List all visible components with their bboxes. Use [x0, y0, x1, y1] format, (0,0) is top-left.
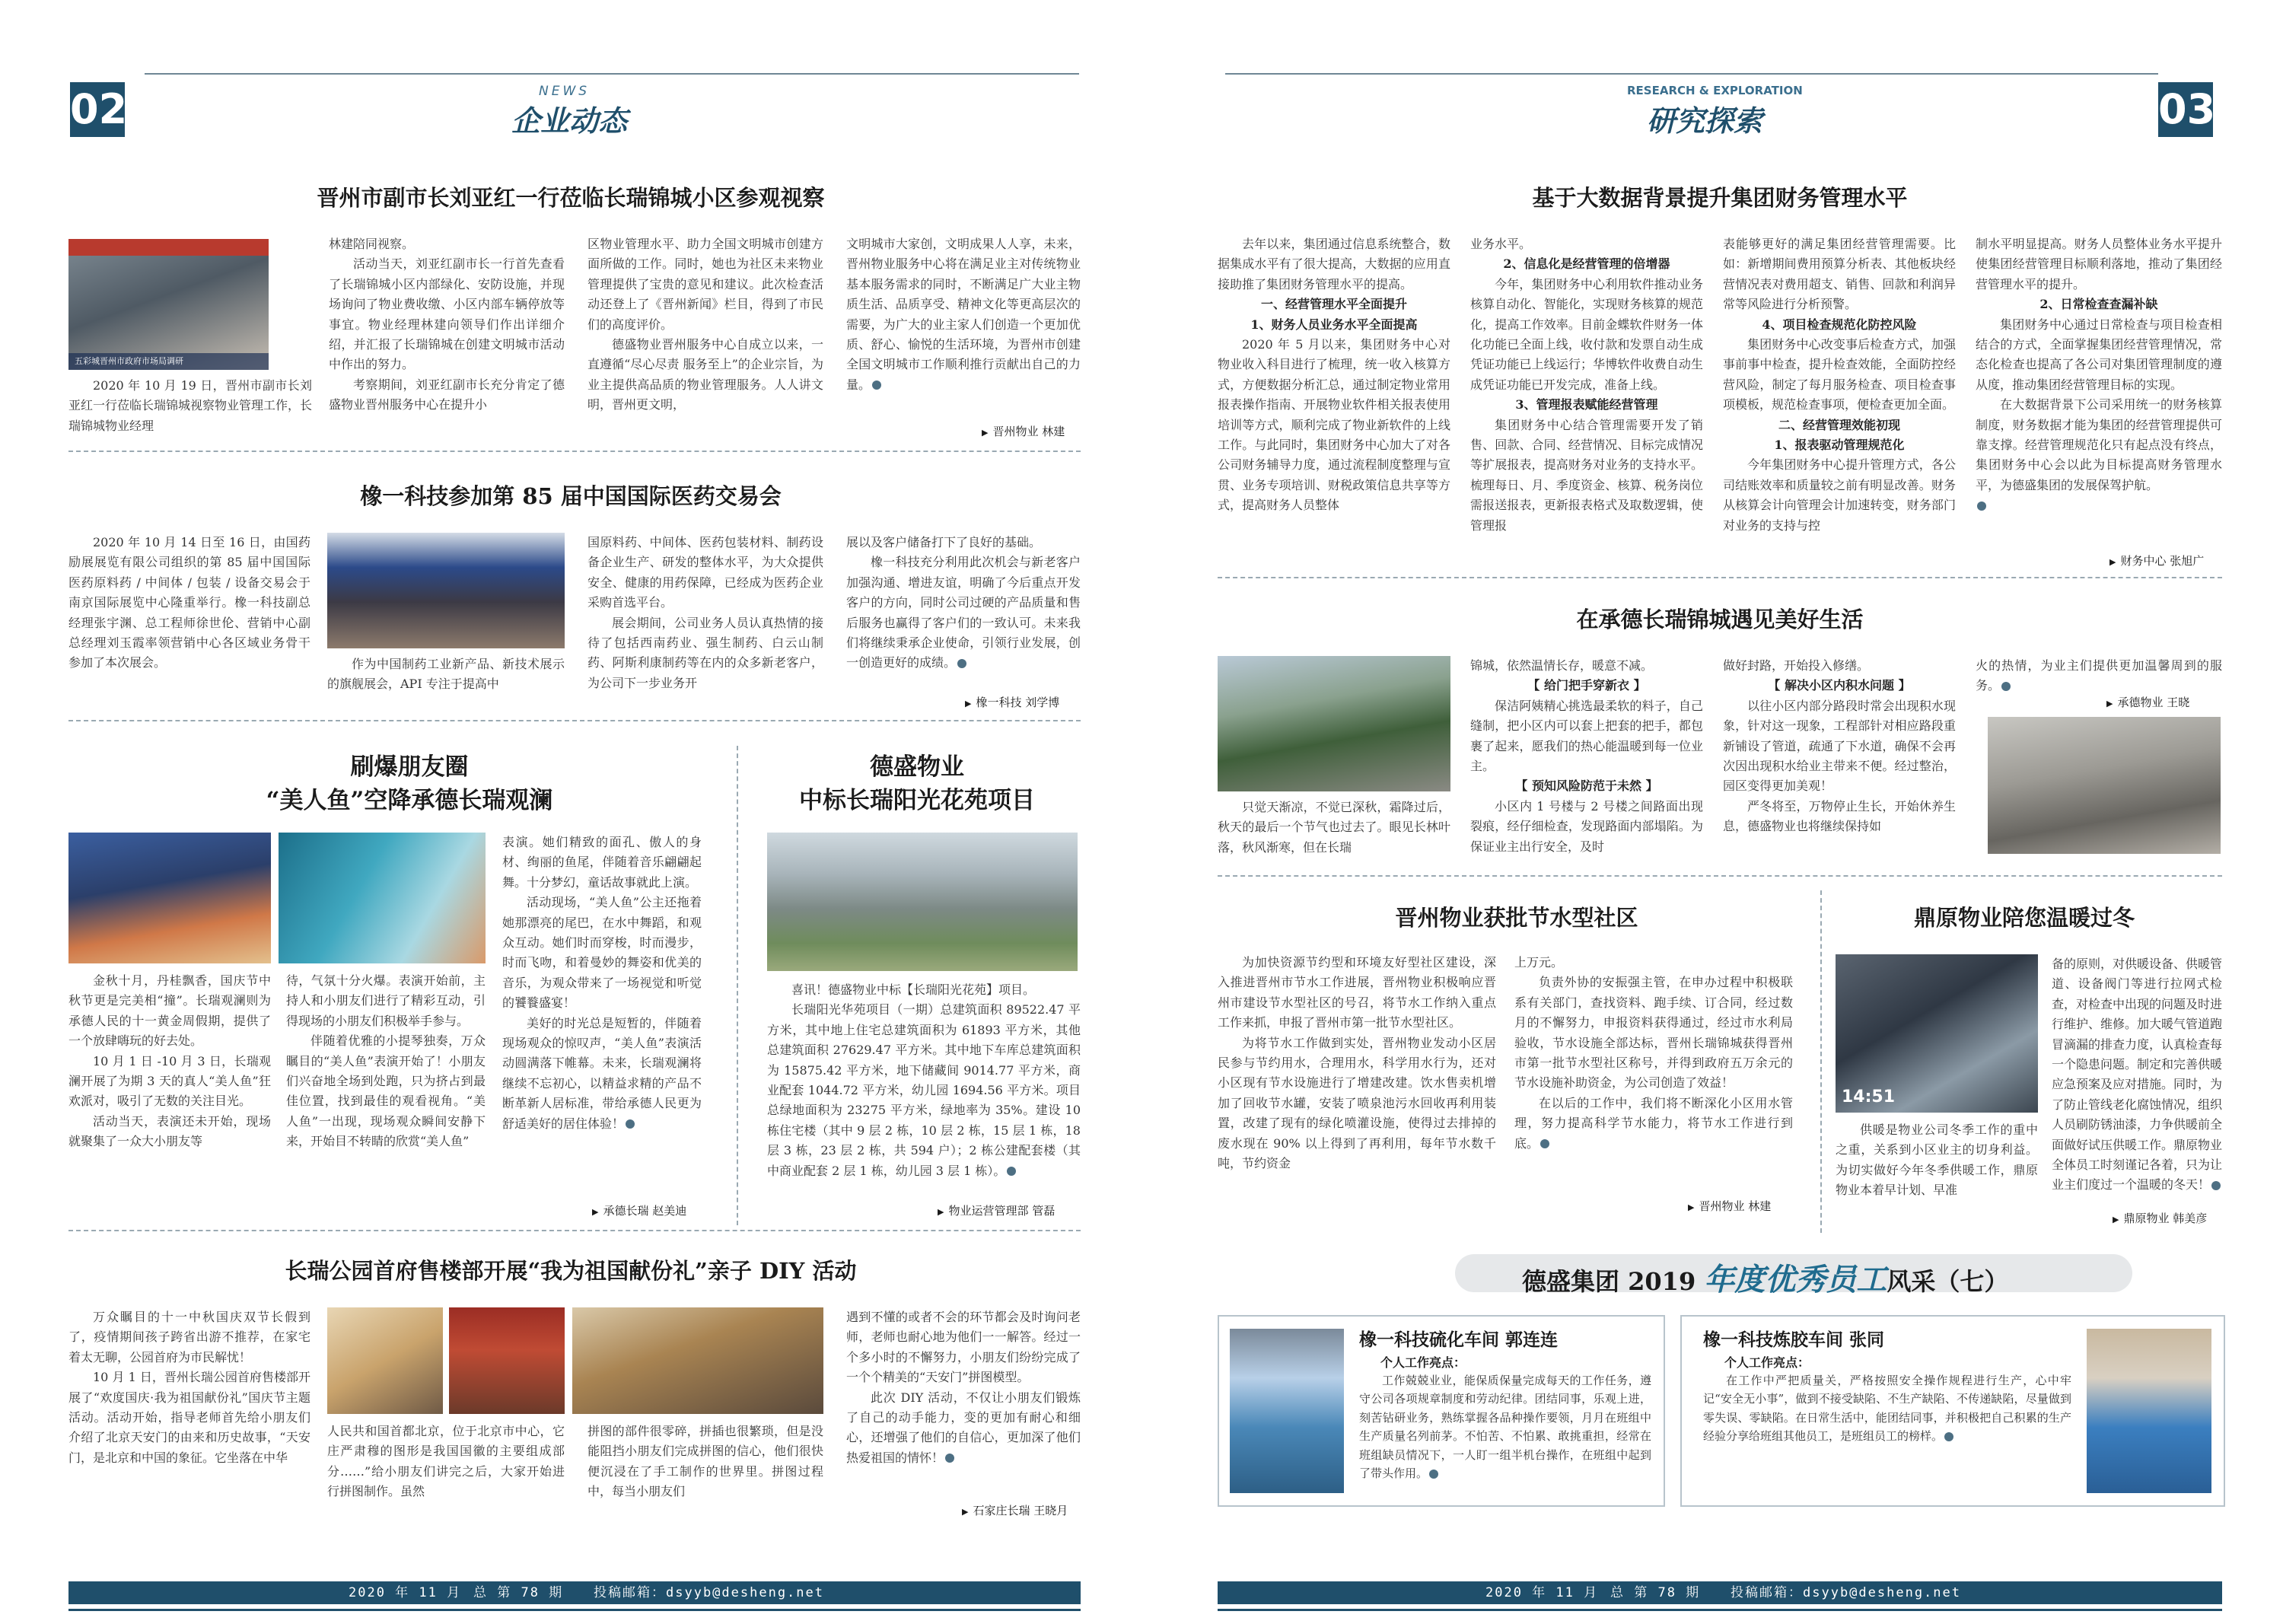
paragraph [846, 234, 1081, 395]
page-03 [1142, 0, 2283, 1624]
award-title [1522, 1256, 2008, 1299]
byline [2109, 552, 2204, 568]
article-column [587, 533, 823, 708]
paragraph: 表能够更好的满足集团经营管理需要。比如：新增期间费用预算分析表、其他板块经营情况表对费用超支、销售、回款和利润异常等风险进行分析预警。 [1723, 237, 1956, 312]
footer-issue: 总 第 78 期 [473, 1585, 564, 1600]
article-column [1976, 656, 2222, 696]
paragraph: 展会期间，公司业务人员认真热情的接待了包括西南药业、强生制药、白云山制药、阿斯利康制药等在内的众多新老客户，为公司下一步业务开 [587, 615, 823, 690]
employee-name: 橡一科技炼胶车间 张同 [1703, 1330, 1885, 1350]
award-prefix: 德盛集团 2019 [1522, 1267, 1696, 1296]
article-photo [1218, 656, 1450, 791]
byline-text: 石家庄长瑞 王晓月 [973, 1504, 1068, 1517]
paragraph-text: 火的热情，为业主们提供更加温馨周到的服务。 [1976, 658, 2222, 693]
paragraph: 制水平明显提高。财务人员整体业务水平提升使集团经营管理目标顺利落地，推动了集团经营管理水平的提升。 [1976, 237, 2222, 291]
paragraph: 2020 年 5 月以来，集团财务中心对物业收入科目进行了梳理，统一收入核算方式，方便数据分析汇总，通过制定物业常用报表操作指南、开展物业软件相关报表使用培训等方式，顺利完成了物业新软件的上线工作。与此同时，集团财务中心加大了对各公司财务辅导力度，通过流程制度整理与宣贯、业务专项培训、财税政策信息共享等方式，提高财务人员整体 [1218, 337, 1450, 513]
footer-bar [1218, 1581, 2222, 1604]
paragraph: 人民共和国首都北京，位于北京市中心，它庄严肃穆的图形是我国国徽的主要组成部分……”给小朋友们讲完之后，大家开始进行拼图制作。虽然 [327, 1424, 565, 1499]
article-column [329, 234, 565, 440]
article-column [846, 533, 1081, 689]
article-column [1836, 1120, 2038, 1212]
highlight-label: 个人工作亮点： [1724, 1355, 1810, 1370]
article-column [1470, 234, 1703, 569]
paragraph: 万众瞩目的十一中秋国庆双节长假到了，疫情期间孩子跨省出游不推荐，在家宅着太无聊，公园首府为市民解忧！ [68, 1310, 310, 1364]
paragraph: 金秋十月，丹桂飘香，国庆节中秋节更是完美相“撞”。长瑞观澜则为承德人民的十一黄金周假期，提供了一个放肆嗨玩的好去处。 [68, 973, 271, 1049]
photo-caption-overlay: 五彩城晋州市政府市场局调研 [68, 353, 269, 370]
paragraph: 10 月 1 日 -10 月 3 日，长瑞观澜开展了为期 3 天的真人“美人鱼”狂欢派对，吸引了无数的关注目光。 [68, 1053, 271, 1109]
divider [1218, 875, 2222, 877]
footer-issue: 总 第 78 期 [1610, 1585, 1701, 1600]
photo-banner [68, 239, 269, 256]
paragraph: 保洁阿姨精心挑选最柔软的料子，自己缝制，把小区内可以套上把套的把手，都包裹了起来，愿我们的热心能温暖到每一位业主。 [1470, 698, 1703, 774]
paragraph-text: 供暖是物业公司冬季工作的重中之重，关系到小区业主的切身利益。为切实做好今年冬季供暖工作，鼎原物业本着早计划、早准 [1836, 1122, 2038, 1198]
subheading: 1、财务人员业务水平全面提高 [1250, 317, 1418, 332]
article-column [1218, 234, 1450, 569]
byline-text: 物业运营管理部 管磊 [948, 1204, 1056, 1218]
subheading: 4、项目检查规范化防控风险 [1762, 317, 1917, 332]
page-number: 03 [2158, 82, 2213, 137]
article-photo [279, 833, 486, 963]
footer-rule [68, 1609, 1081, 1611]
paragraph [1703, 1371, 2071, 1446]
article-column [1470, 656, 1703, 861]
triangle-icon: ▶ [982, 428, 989, 438]
article-title: 橡一科技参加第 85 届中国国际医药交易会 [360, 483, 782, 509]
paragraph: 喜讯！德盛物业中标【长瑞阳光花苑】项目。 [791, 982, 1036, 997]
paragraph-text: 备的原则，对供暖设备、供暖管道、设备阀门等进行拉网式检查，对检查中出现的问题及时进行维护、维修。加大暖气管道跑冒滴漏的排查力度，认真检查每一个隐患问题。制定和完善供暖应急预案及应对措施。同时，为了防止管线老化腐蚀情况，组织人员刷防锈油漆，力争供暖前全面做好试压供暖工作。鼎原物业全体员工时刻谨记各着，只为让业主们度过一个温暖的冬天！ [2052, 957, 2222, 1193]
article-photo [767, 833, 1078, 971]
byline-text: 财务中心 张旭广 [2120, 554, 2205, 568]
paragraph-text: 在工作中严把质量关，严格按照安全操作规程进行生产，心中牢记“安全无小事”，做到不接受缺陷、不生产缺陷、不传递缺陷，尽量做到零失误、零缺陷。在日常生活中，能团结同事，并积极把自己积累的生产经验分享给班组其他员工，是班组员工的榜样。 [1703, 1374, 2071, 1444]
subheading: 2、信息化是经营管理的倍增器 [1503, 256, 1670, 272]
paragraph-text: 文明城市大家创，文明成果人人享，未来，晋州物业服务中心将在满足业主对传统物业基本服务需求的同时，不断满足广大业主物质生活、品质享受、精神文化等更高层次的需要，为广大的业主家人们创造一个更加优质、舒心、愉悦的生活环境，为晋州市创建全国文明城市工作顺利推行贡献出自己的力量。 [846, 237, 1081, 392]
end-mark-icon [2001, 682, 2011, 691]
subheading: 【 解决小区内积水问题 】 [1768, 678, 1911, 693]
photo-timestamp: 14:51 [1842, 1087, 1896, 1107]
byline [1688, 1198, 1771, 1214]
paragraph: 为将节水工作做到实处，晋州物业发动小区居民参与节约用水，合理用水，科学用水行为，还对小区现有节水设施进行了增建改建。饮水售卖机增加了回收节水罐，安装了喷泉池污水回收再利用装置，改建了现有的绿化喷灌设施，使得过去排掉的废水现在 90% 以上得到了再利用，每年节水数千吨，节约资金 [1218, 1035, 1496, 1171]
paragraph: 业务水平。 [1470, 237, 1532, 251]
photo-adjacent-text: 作为中国制药工业新产品、新技术展示的旗舰展会，API 专注于提高中 [327, 657, 565, 692]
paragraph: 活动现场，“美人鱼”公主还拖着她那漂亮的尾巴，在水中舞蹈，和观众互动。她们时而穿梭，时而漫步，时而飞吻，和着曼妙的舞姿和优美的音乐，为观众带来了一场视觉和听觉的饕餮盛宴！ [502, 895, 702, 1011]
article-column [68, 1307, 310, 1521]
end-mark-icon [1944, 1432, 1953, 1441]
column-divider [737, 746, 738, 1225]
article-title: 长瑞公园首府售楼部开展“我为祖国献份礼”亲子 DIY 活动 [285, 1258, 857, 1284]
paragraph: 集团财务中心结合管理需要开发了销售、回款、合同、经营情况、目标完成情况等扩展报表，提高财务对业务的支持水平。梳理每日、月、季度资金、核算、税务岗位需报送报表，更新报表格式及取数逻辑，使管理报 [1470, 417, 1703, 533]
triangle-icon: ▶ [965, 699, 972, 709]
article-column [587, 1422, 823, 1521]
end-mark-icon [957, 659, 966, 668]
paragraph: 严冬将至，万物停止生长，开始休养生息，德盛物业也将继续保持如 [1723, 798, 1956, 834]
paragraph-text: 在以后的工作中，我们将不断深化小区用水管理，努力提高科学节水能力，将节水工作进行到底。 [1514, 1095, 1793, 1151]
paragraph: 德盛物业晋州服务中心自成立以来，一直遵循“尽心尽责 服务至上”的企业宗旨，为业主提供高品质的物业管理服务。人人讲文明，晋州更文明， [587, 337, 823, 412]
paragraph-text: 长瑞阳光华苑项目（一期）总建筑面积 89522.47 平方米，其中地上住宅总建筑面积为 61893 平方米，其他总建筑面积 27629.47 平方米。其中地下车库总建筑面积为 15875.42 平方米，地下储藏间 9014.77 平方米，商业配套 1044.72 平方米，幼儿园 1694.56 平方米。项目总绿地面积为 23275 平方米，绿地率为 35%。建设 10 栋住宅楼（其中 9 层 2 栋，10 层 2 栋，15 层 1 栋，18 层 3 栋，23 层 2 栋，共 594 户）；2 栋公建配套楼（其中商业配套 2 层 1 栋，幼儿园 3 层 1 栋）。 [767, 1002, 1081, 1178]
byline-text: 鼎原物业 韩美彦 [2123, 1212, 2208, 1225]
paragraph: 集团财务中心改变事后检查方式，加强事前事中检查，提升检查效能，全面防控经营风险，制定了每月服务检查、项目检查事项模板，规范检查事项，便检查更加全面。 [1723, 337, 1956, 412]
article-title: 德盛物业 [870, 753, 964, 781]
paragraph: 国原料药、中间体、医药包装材料、制药设备企业生产、研发的整体水平，为大众提供安全、健康的用药保障，已经成为医药企业采购首选平台。 [587, 535, 823, 610]
subheading: 二、经营管理效能初现 [1778, 417, 1900, 432]
byline-text: 橡一科技 刘学博 [976, 696, 1060, 709]
paragraph: 区物业管理水平、助力全国文明城市创建方面所做的工作。同时，她也为社区未来物业管理提供了宝贵的意见和建议。此次检查活动还登上了《晋州新闻》栏目，得到了市民们的高度评价。 [587, 237, 823, 332]
section-title: 研究探索 [1647, 104, 1763, 138]
divider [68, 720, 1081, 721]
article-photo [327, 533, 565, 648]
byline-text: 晋州物业 林建 [992, 425, 1065, 438]
article-column [68, 971, 271, 1215]
article-column [846, 234, 1081, 422]
header-rule [145, 73, 1079, 75]
article-column [1723, 234, 1956, 569]
paragraph: 做好封路，开始投入修缮。 [1723, 658, 1870, 673]
employee-photo [2087, 1329, 2211, 1493]
footer-date: 2020 年 11 月 [1485, 1585, 1599, 1600]
paragraph [2052, 954, 2222, 1196]
paragraph: 遇到不懂的或者不会的环节都会及时询问老师，老师也耐心地为他们一一解答。经过一个多小时的不懈努力，小朋友们纷纷完成了一个个精美的“天安门”拼图模型。 [846, 1310, 1081, 1385]
paragraph: 伴随着优雅的小提琴独奏，万众瞩目的“美人鱼”表演开始了！小朋友们兴奋地全场到处跑，只为挤占到最佳位置，找到最佳的观看视角。“美人鱼”一出现，现场观众瞬间安静下来，开始目不转睛的欣赏“美人鱼” [286, 1033, 486, 1149]
byline [2106, 694, 2189, 710]
article-column [502, 833, 702, 1204]
triangle-icon: ▶ [2109, 557, 2116, 567]
employee-name: 橡一科技硫化车间 郭连连 [1359, 1330, 1559, 1350]
triangle-icon: ▶ [938, 1207, 944, 1217]
paragraph-text: 美好的时光总是短暂的，伴随着现场观众的惊叹声，“美人鱼”表演活动圆满落下帷幕。未来，长瑞观澜将继续不忘初心，以精益求精的产品不断革新人居标准，带给承德人民更为舒适美好的居住体验！ [502, 1015, 702, 1131]
article-column [1218, 953, 1496, 1219]
byline [982, 423, 1065, 439]
article-title: 在承德长瑞锦城遇见美好生活 [1576, 607, 1864, 632]
article-subtitle: “美人鱼”空降承德长瑞观澜 [266, 787, 553, 814]
section-en: NEWS [539, 84, 591, 99]
article-column [68, 533, 310, 708]
article-photo [68, 239, 269, 370]
paragraph: 林建陪同视察。 [329, 237, 415, 251]
article-column [286, 971, 486, 1215]
article-column [587, 234, 823, 440]
triangle-icon: ▶ [962, 1507, 969, 1517]
paragraph: 活动当天，刘亚红副市长一行首先查看了长瑞锦城小区内部绿化、安防设施，并现场询问了物业费收缴、小区内部车辆停放等事宜。物业经理林建向领导们作出详细介绍，并汇报了长瑞锦城在创建文明城市活动中作出的努力。 [329, 256, 565, 372]
byline-text: 承德长瑞 赵美迪 [603, 1204, 687, 1218]
article-photo [327, 1307, 443, 1414]
card-text [1703, 1371, 2071, 1498]
end-mark-icon [626, 1119, 635, 1129]
paragraph: 待，气氛十分火爆。表演开始前，主持人和小朋友们进行了精彩互动，引得现场的小朋友们积极举手参与。 [286, 973, 486, 1028]
paragraph: 只觉天渐凉，不觉已深秋，霜降过后，秋天的最后一个节气也过去了。眼见长林叶落，秋风渐寒，但在长瑞 [1218, 800, 1450, 855]
highlight-label: 个人工作亮点： [1380, 1355, 1466, 1370]
subheading: 【 预知风险防范于未然 】 [1515, 779, 1658, 794]
byline [962, 1502, 1068, 1518]
byline [2113, 1210, 2207, 1226]
triangle-icon: ▶ [2113, 1215, 2119, 1224]
paragraph: 展以及客户储备打下了良好的基础。 [846, 535, 1042, 549]
end-mark-icon [1429, 1470, 1438, 1479]
subheading: 3、管理报表赋能经营管理 [1515, 397, 1658, 412]
subheading: 1、报表驱动管理规范化 [1774, 438, 1905, 453]
article-photo [572, 1307, 823, 1414]
article-title: 刷爆朋友圈 [350, 753, 469, 781]
article-title: 鼎原物业陪您温暖过冬 [1913, 905, 2135, 931]
subheading: 【 给门把手穿新衣 】 [1527, 678, 1646, 693]
article-photo [1836, 954, 2038, 1113]
article-photo [449, 1307, 565, 1414]
subheading: 2、日常检查查漏补缺 [2039, 297, 2158, 312]
byline [938, 1202, 1055, 1218]
footer-email: 投稿邮箱：dsyyb@desheng.net [594, 1585, 824, 1600]
article-title: 基于大数据背景提升集团财务管理水平 [1532, 185, 1908, 211]
paragraph-text: 此次 DIY 活动，不仅让小朋友们锻炼了自己的动手能力，变的更加有耐心和细心，还增强了他们的自信心，更加深了他们热爱祖国的情怀！ [846, 1390, 1081, 1465]
end-mark-icon [2211, 1181, 2221, 1190]
article-title: 晋州物业获批节水型社区 [1395, 905, 1638, 931]
paragraph: 负责外协的安振强主管，在申办过程中积极联系有关部门，查找资料、跑手续、订合同，经过数月的不懈努力，申报资料获得通过，经过市水利局验收，节水设施全部达标，晋州长瑞锦城获得晋州市第一批节水型社区称号，并得到政府五万余元的节水设施补助资金，为公司创造了效益！ [1514, 975, 1793, 1091]
byline [965, 694, 1059, 710]
paragraph: 在大数据背景下公司采用统一的财务核算制度，财务数据才能为集团的经营管理提供可靠支撑。经营管理规范化只有起点没有终点，集团财务中心会以此为目标提高财务管理水平，为德盛集团的发展保驾护航。 [1976, 397, 2222, 492]
triangle-icon: ▶ [1688, 1202, 1695, 1212]
paragraph [1359, 1371, 1651, 1482]
paragraph: 10 月 1 日，晋州长瑞公园首府售楼部开展了“欢度国庆·我为祖国献份礼”国庆节主题活动。活动开始，指导老师首先给小朋友们介绍了北京天安门的由来和历史故事，“天安门，是北京和中国的象征。它坐落在中华 [68, 1370, 310, 1465]
footer-bar [68, 1581, 1081, 1604]
header-rule [1225, 73, 2158, 75]
paragraph-text: 橡一科技充分利用此次机会与新老客户加强沟通、增进友谊，明确了今后重点开发客户的方向，同时公司过硬的产品质量和售后服务也赢得了客户们的一致认可。未来我们将继续秉承企业使命，引领行业发展，创一创造更好的成绩。 [846, 555, 1081, 670]
award-suffix: 风采（七） [1887, 1267, 2009, 1296]
employee-photo [1230, 1329, 1344, 1493]
paragraph: 去年以来，集团通过信息系统整合，数据集成水平有了很大提高，大数据的应用直接助推了集团财务管理水平的提高。 [1218, 237, 1450, 291]
paragraph [846, 1388, 1081, 1469]
byline-text: 承德物业 王晓 [2117, 696, 2190, 709]
article-column [2052, 954, 2222, 1208]
paragraph: 今年，集团财务中心利用软件推动业务核算自动化、智能化，实现财务核算的规范化，提高工作效率。目前金蝶软件财务一体化功能已全面上线，收付款和发票自动生成凭证功能已上线运行；华博软件收费自动生成凭证功能已开发完成，准备上线。 [1470, 276, 1703, 392]
employee-card [1680, 1315, 2225, 1507]
paragraph [1514, 1094, 1793, 1154]
end-mark-icon [1007, 1167, 1016, 1176]
paragraph: 上万元。 [1514, 955, 1564, 970]
footer-rule [1218, 1609, 2222, 1611]
paragraph: 锦城，依然温情长存，暖意不减。 [1470, 658, 1654, 673]
article-column [1514, 953, 1793, 1181]
article-subtitle: 中标长瑞阳光花苑项目 [799, 787, 1035, 814]
article-column [327, 1422, 565, 1521]
section-title: 企业动态 [511, 104, 628, 138]
column-divider [1820, 890, 1822, 1233]
byline [592, 1202, 686, 1218]
paragraph [502, 1014, 702, 1134]
paragraph: 考察期间，刘亚红副市长充分肯定了德盛物业晋州服务中心在提升小 [329, 377, 565, 412]
paragraph [767, 1000, 1081, 1181]
section-en: RESEARCH & EXPLORATION [1627, 84, 1803, 97]
article-column [1723, 656, 1956, 861]
article-title: 晋州市副市长刘亚红一行莅临长瑞锦城小区参观视察 [317, 185, 825, 211]
article-column [1218, 798, 1450, 861]
triangle-icon: ▶ [2106, 699, 2113, 709]
footer-email: 投稿邮箱：dsyyb@desheng.net [1731, 1585, 1961, 1600]
article-column [1976, 234, 2222, 554]
triangle-icon: ▶ [592, 1207, 599, 1217]
divider [68, 1230, 1081, 1231]
end-mark-icon [872, 381, 881, 390]
subheading: 一、经营管理水平全面提升 [1260, 297, 1407, 312]
article-column [846, 1307, 1081, 1498]
caption-text: 2020 年 10 月 19 日，晋州市副市长刘亚红一行莅临长瑞锦城视察物业管理工作，长瑞锦城物业经理 [68, 378, 312, 433]
end-mark-icon [1540, 1139, 1549, 1148]
paragraph: 活动当天，表演还未开始，现场就聚集了一众大小朋友等 [68, 1113, 271, 1149]
footer-date: 2020 年 11 月 [349, 1585, 462, 1600]
end-mark-icon [1977, 502, 1986, 511]
byline-text: 晋州物业 林建 [1699, 1199, 1772, 1213]
article-column [767, 980, 1081, 1196]
card-text [1359, 1371, 1651, 1498]
page-number: 02 [70, 82, 125, 137]
paragraph-text: 工作兢兢业业，能保质保量完成每天的工作任务，遵守公司各项规章制度和劳动纪律。团结同事，乐观上进，刻苦钻研业务，熟练掌握各品种操作要领，月月在班组中生产质量名列前茅。不怕苦、不怕累、敢挑重担，经常在班组缺员情况下，一人盯一组半机台操作，在班组中起到了带头作用。 [1359, 1374, 1651, 1481]
paragraph: 集团财务中心通过日常检查与项目检查相结合的方式，全面掌握集团经营管理情况，常态化检查也提高了各公司对集团管理制度的遵从度，推动集团经营管理目标的实现。 [1976, 317, 2222, 392]
paragraph: 以往小区内部分路段时常会出现积水现象，针对这一现象，工程部针对相应路段重新铺设了管道，疏通了下水道，确保不会再次因出现积水给业主带来不便。经过整治，园区变得更加美观！ [1723, 698, 1956, 794]
paragraph [1836, 1120, 2038, 1201]
divider [1218, 577, 2222, 578]
paragraph [1976, 656, 2222, 696]
paragraph: 表演。她们精致的面孔、傲人的身材、绚丽的鱼尾，伴随着音乐翩翩起舞。十分梦幻，童话故事就此上演。 [502, 835, 702, 890]
divider [68, 451, 1081, 452]
paragraph: 2020 年 10 月 14 日至 16 日，由国药励展展览有限公司组织的第 85 届中国国际医药原料药 / 中间体 / 包装 / 设备交易会于南京国际展览中心隆重举行。橡一科技副总经理张宇渊、总工程师徐世伦、营销中心副总经理刘玉霞率领营销中心各区域业务骨干参加了本次展会。 [68, 535, 310, 670]
paragraph: 为加快资源节约型和环境友好型社区建设，深入推进晋州市节水工作进展，晋州物业积极响应晋州市建设节水型社区的号召，将节水工作纳入重点工作来抓，申报了晋州市第一批节水型社区。 [1218, 955, 1496, 1030]
end-mark-icon [945, 1454, 954, 1463]
paragraph [846, 552, 1081, 673]
article-photo [68, 833, 271, 963]
paragraph: 小区内 1 号楼与 2 号楼之间路面出现裂痕，经仔细检查，发现路面内部塌陷。为保证业主出行安全，及时 [1470, 798, 1703, 854]
paragraph: 今年集团财务中心提升管理方式，各公司结账效率和质量较之前有明显改善。财务从核算会计向管理会计加速转变，财务部门对业务的支持与控 [1723, 457, 1956, 533]
paragraph: 拼图的部件很零碎，拼插也很繁琐，但是没能阻挡小朋友们完成拼图的信心，他们很快便沉浸在了手工制作的世界里。拼图过程中，每当小朋友们 [587, 1424, 823, 1499]
article-photo [1988, 717, 2221, 854]
award-calligraphy: 年度优秀员工 [1704, 1263, 1887, 1298]
employee-card [1218, 1315, 1665, 1507]
